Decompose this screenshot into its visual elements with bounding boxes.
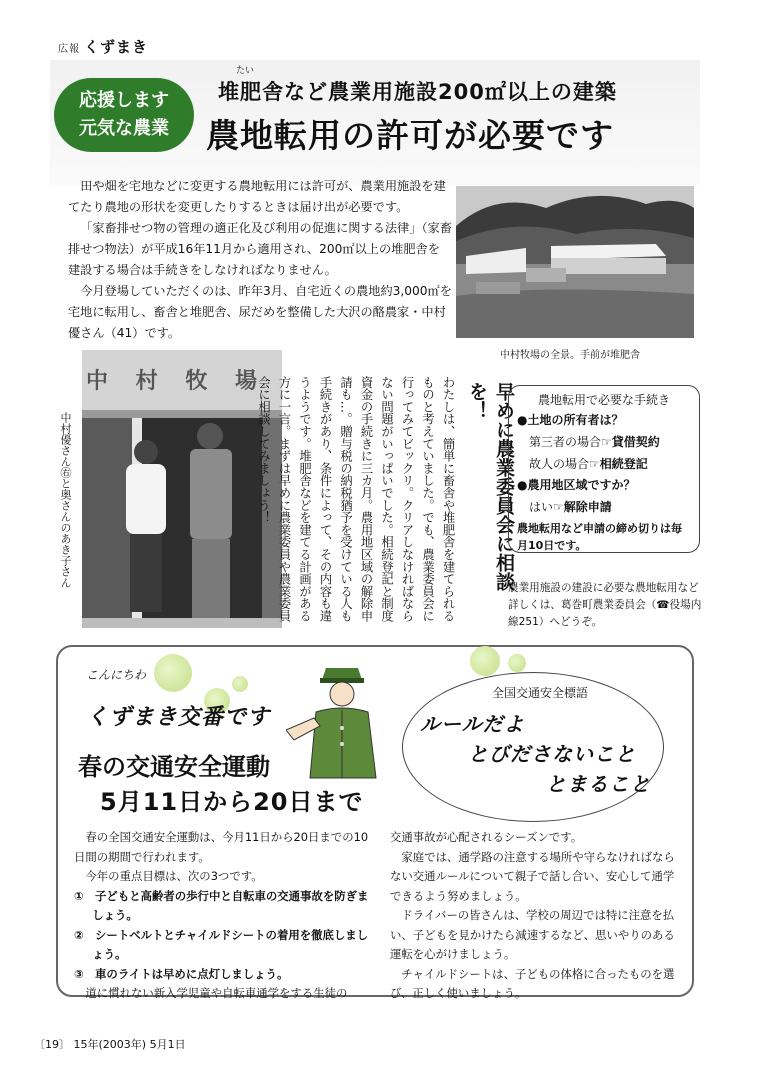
article-paragraph: 今月登場していただくのは、昨年3月、自宅近くの農地約3,000㎡を宅地に転用し、畜舎と堆肥舎、尿だめを整備した大沢の酪農家・中村優さん（41）です。 xyxy=(68,284,452,340)
traffic-greeting: こんにちわ xyxy=(86,668,147,682)
contact-note: 農業用施設の建設に必要な農地転用など詳しくは、葛巻町農業委員会（☎役場内線251）へどうぞ。 xyxy=(508,582,702,628)
article-subtitle: 堆肥舎など農業用施設200㎡以上の建築 xyxy=(218,80,617,104)
decor-circle xyxy=(470,646,500,676)
procedure-answer xyxy=(529,431,691,453)
farm-sign: 中 村 牧 場 xyxy=(86,368,267,394)
traffic-paragraph: 交通事故が心配されるシーズンです。 xyxy=(390,830,583,844)
traffic-paragraph: ドライバーの皆さんは、学校の周辺では特に注意を払い、子どもを見かけたら減速するなど、思いやりのある運転を心がけましょう。 xyxy=(390,908,675,961)
procedure-answer xyxy=(529,453,691,475)
slogan-heading: 全国交通安全標語 xyxy=(492,686,589,700)
traffic-point: ③ 車のライトは早めに点灯しましょう。 xyxy=(74,966,289,981)
slogan-line: とびださないこと xyxy=(468,742,636,766)
article-paragraph: 「家畜排せつ物の管理の適正化及び利用の促進に関する法律」（家畜排せつ物法）が平成16年11月から適用され、200㎡以上の堆肥舎を建設する場合は手続きをしなければなりません。 xyxy=(68,221,452,277)
article-paragraph: 田や畑を宅地などに変更する農地転用には許可が、農業用施設を建てたり農地の形状を変更したりするときは届け出が必要です。 xyxy=(68,179,446,214)
page-footer xyxy=(34,1036,186,1052)
procedure-result: 貸借契約 xyxy=(611,435,660,449)
farm-photo-caption: 中村牧場の全景。手前が堆肥舎 xyxy=(500,350,640,361)
slogan-line: ルールだよ xyxy=(420,712,525,736)
traffic-corner-title: くずまき交番です xyxy=(86,705,271,730)
article-headline: 農地転用の許可が必要です xyxy=(206,116,614,155)
section-badge xyxy=(54,78,194,152)
procedure-case: 故人の場合☞ xyxy=(529,457,600,471)
police-officer-illustration xyxy=(286,660,386,784)
campaign-dates: 5月11日から20日まで xyxy=(100,788,364,816)
traffic-paragraph: 道に慣れない新入学児童や自転車通学をする生徒の xyxy=(85,986,348,1000)
vertical-heading: 早めに農業委員会に相談を！ xyxy=(466,382,515,591)
procedure-case: はい☞ xyxy=(529,500,564,514)
page-number: 〔19〕 xyxy=(34,1038,70,1051)
couple-photo-caption: 中村優さん㊨と奥さんのあき子さん xyxy=(59,412,72,588)
traffic-paragraph: 今年の重点目標は、次の3つです。 xyxy=(85,869,263,883)
procedure-title: 農地転用で必要な手続き xyxy=(537,393,670,407)
decor-circle xyxy=(508,654,526,672)
badge-line-1: 応援します xyxy=(79,90,169,111)
procedure-result: 解除申請 xyxy=(563,500,612,514)
traffic-paragraph: 春の全国交通安全運動は、今月11日から20日までの10日間の期間で行われます。 xyxy=(74,830,369,864)
vertical-text: わたしは、簡単に畜舎や堆肥舎を建てられるものと考えていました。でも、農業委員会に行ってみてビックリ。クリアしなければならない問題がいっぱいでした。相続登記と制度資金の手続きに三カ月。農用地区域の解除申請も…。贈与税の納税猶予を受けている人も手続きがあり、条件によって、その内容も違うようです。堆肥舎などを建てる計画がある方に一言。まずは早めに農業委員や農業委員会に相談してみましょう！ xyxy=(256,376,455,622)
traffic-paragraph: チャイルドシートは、子どもの体格に合ったものを選び、正しく使いましょう。 xyxy=(390,966,675,1000)
procedure-question: ●土地の所有者は？ xyxy=(517,413,624,427)
procedure-deadline-note: 農地転用など申請の締め切りは毎月10日です。 xyxy=(517,522,682,552)
decor-circle xyxy=(154,654,192,692)
procedure-result: 相続登記 xyxy=(599,457,648,471)
article-body xyxy=(68,176,452,344)
traffic-left-column xyxy=(74,828,374,1004)
traffic-point: ① 子どもと高齢者の歩行中と自転車の交通事故を防ぎましょう。 xyxy=(74,888,369,922)
traffic-paragraph: 家庭では、通学路の注意する場所や守らなければならない交通ルールについて親子で話し合い、安心して通学できるよう努めましょう。 xyxy=(390,849,675,903)
procedure-answer xyxy=(529,496,691,518)
issue-date: 15年(2003年) 5月1日 xyxy=(73,1038,186,1051)
masthead xyxy=(58,36,148,57)
badge-line-2: 元気な農業 xyxy=(79,118,169,139)
ruby-text: たい xyxy=(236,66,255,76)
masthead-title: くずまき xyxy=(84,38,149,56)
slogan-line: とまること xyxy=(546,772,651,796)
procedure-box xyxy=(508,385,700,553)
traffic-right-column xyxy=(390,828,680,1004)
farm-photo xyxy=(456,186,694,338)
campaign-title: 春の交通安全運動 xyxy=(78,753,270,781)
procedure-case: 第三者の場合☞ xyxy=(529,435,612,449)
masthead-kanji: 広報 xyxy=(58,44,80,55)
decor-circle xyxy=(232,676,248,692)
couple-photo xyxy=(82,350,282,628)
traffic-point: ② シートベルトとチャイルドシートの着用を徹底しましょう。 xyxy=(74,927,369,961)
procedure-question: ●農用地区域ですか？ xyxy=(517,478,636,492)
